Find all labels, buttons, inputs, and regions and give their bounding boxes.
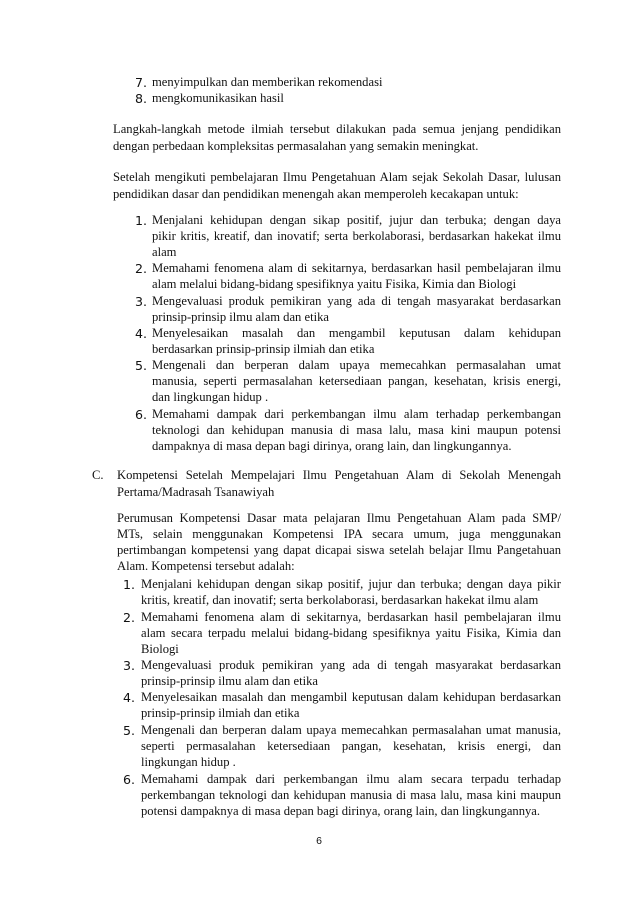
paragraph-line: pendidikan dasar dan pendidikan menengah akan memperoleh kecakapan untuk: [113,187,519,201]
list-number: 4. [135,326,148,341]
list-number: 5. [123,723,136,738]
list-number: 7. [135,75,148,90]
list-item-line: dampaknya di masa depan bagi dirinya, orang lain, dan lingkungannya. [152,439,512,453]
list-number: 3. [135,294,148,309]
list-item-line: Mengenali dan berperan dalam upaya memecahkan permasalahan umat [152,358,561,372]
section-heading: Pertama/Madrasah Tsanawiyah [117,485,275,499]
list-item-line: berdasarkan prinsip-prinsip ilmiah dan etika [152,342,375,356]
list-item-line: manusia, seperti permasalahan ketersediaan pangan, kesehatan, krisis energi, [152,374,561,388]
list-item-line: Menyelesaikan masalah dan mengambil keputusan dalam kehidupan [152,326,561,340]
list-item-line: prinsip-prinsip ilmiah dan etika [141,706,300,720]
list-number: 1. [123,577,136,592]
list-number: 5. [135,358,148,373]
list-item-line: alam [152,245,177,259]
list-item-line: dan lingkungan hidup . [152,390,269,404]
list-item-line: prinsip-prinsip ilmu alam dan etika [152,310,329,324]
list-item-line: Mengevaluasi produk pemikiran yang ada di tengah masyarakat berdasarkan [141,658,561,672]
list-item-line: Menyelesaikan masalah dan mengambil keputusan dalam kehidupan berdasarkan [141,690,561,704]
paragraph-line: pertimbangan kompetensi yang dapat dicapai siswa setelah belajar Ilmu Pangetahuan [117,543,561,557]
list-item-line: Memahami dampak dari perkembangan ilmu alam terhadap perkembangan [152,407,561,421]
list-item-line: alam secara terpadu melalui bidang-bidang spesifiknya yaitu Fisika, Kimia dan [141,626,561,640]
paragraph-line: Langkah-langkah metode ilmiah tersebut dilakukan pada semua jenjang pendidikan [113,122,561,136]
list-number: 2. [135,261,148,276]
list-item-line: kritis, kreatif, dan inovatif; serta berkolaborasi, berdasarkan hakekat ilmu alam [141,593,539,607]
list-item-line: potensi dampaknya di masa depan bagi dirinya, orang lain, dan lingkungannya. [141,804,541,818]
list-number: 1. [135,213,148,228]
section-letter: C. [92,468,104,482]
list-number: 6. [135,407,148,422]
list-item-line: Memahami fenomena alam di sekitarnya, berdasarkan hasil pembelajaran ilmu [141,610,561,624]
list-item-line: Memahami dampak dari perkembangan ilmu alam secara terpadu terhadap [141,772,561,786]
paragraph-line: Perumusan Kompetensi Dasar mata pelajaran Ilmu Pengetahuan Alam pada SMP/ [117,511,561,525]
list-item-line: alam melalui bidang-bidang spesifiknya yaitu Fisika, Kimia dan Biologi [152,277,517,291]
list-number: 4. [123,690,136,705]
list-number: 3. [123,658,136,673]
list-number: 6. [123,772,136,787]
list-item-line: Biologi [141,642,179,656]
list-item-text: mengkomunikasikan hasil [152,91,284,105]
paragraph-line: Alam. Kompetensi tersebut adalah: [117,559,295,573]
list-item-text: menyimpulkan dan memberikan rekomendasi [152,75,383,89]
list-item-line: Menjalani kehidupan dengan sikap positif, jujur dan terbuka; dengan daya pikir [141,577,561,591]
section-heading: Kompetensi Setelah Mempelajari Ilmu Pengetahuan Alam di Sekolah Menengah [117,468,561,482]
list-item-line: lingkungan hidup . [141,755,236,769]
paragraph-line: MTs, selain menggunakan Kompetensi IPA secara umum, juga menggunakan [117,527,561,541]
list-item-line: teknologi dan kehidupan manusia di masa lalu, masa kini maupun potensi [152,423,561,437]
paragraph-line: dengan perbedaan kompleksitas permasalahan yang semakin meningkat. [113,139,479,153]
list-item-line: seperti permasalahan ketersediaan pangan, kesehatan, krisis energi, dan [141,739,561,753]
list-number: 2. [123,610,136,625]
list-item-line: Mengevaluasi produk pemikiran yang ada di tengah masyarakat berdasarkan [152,294,561,308]
list-item-line: perkembangan teknologi dan kehidupan manusia di masa lalu, masa kini maupun [141,788,561,802]
list-item-line: Menjalani kehidupan dengan sikap positif, jujur dan terbuka; dengan daya [152,213,561,227]
paragraph-line: Setelah mengikuti pembelajaran Ilmu Pengetahuan Alam sejak Sekolah Dasar, lulusan [113,170,561,184]
list-item-line: Memahami fenomena alam di sekitarnya, berdasarkan hasil pembelajaran ilmu [152,261,561,275]
page-number: 6 [316,835,322,847]
list-item-line: pikir kritis, kreatif, dan inovatif; serta berkolaborasi, berdasarkan hakekat ilmu [152,229,561,243]
list-item-line: prinsip-prinsip ilmu alam dan etika [141,674,318,688]
list-item-line: Mengenali dan berperan dalam upaya memecahkan permasalahan umat manusia, [141,723,561,737]
list-number: 8. [135,91,148,106]
